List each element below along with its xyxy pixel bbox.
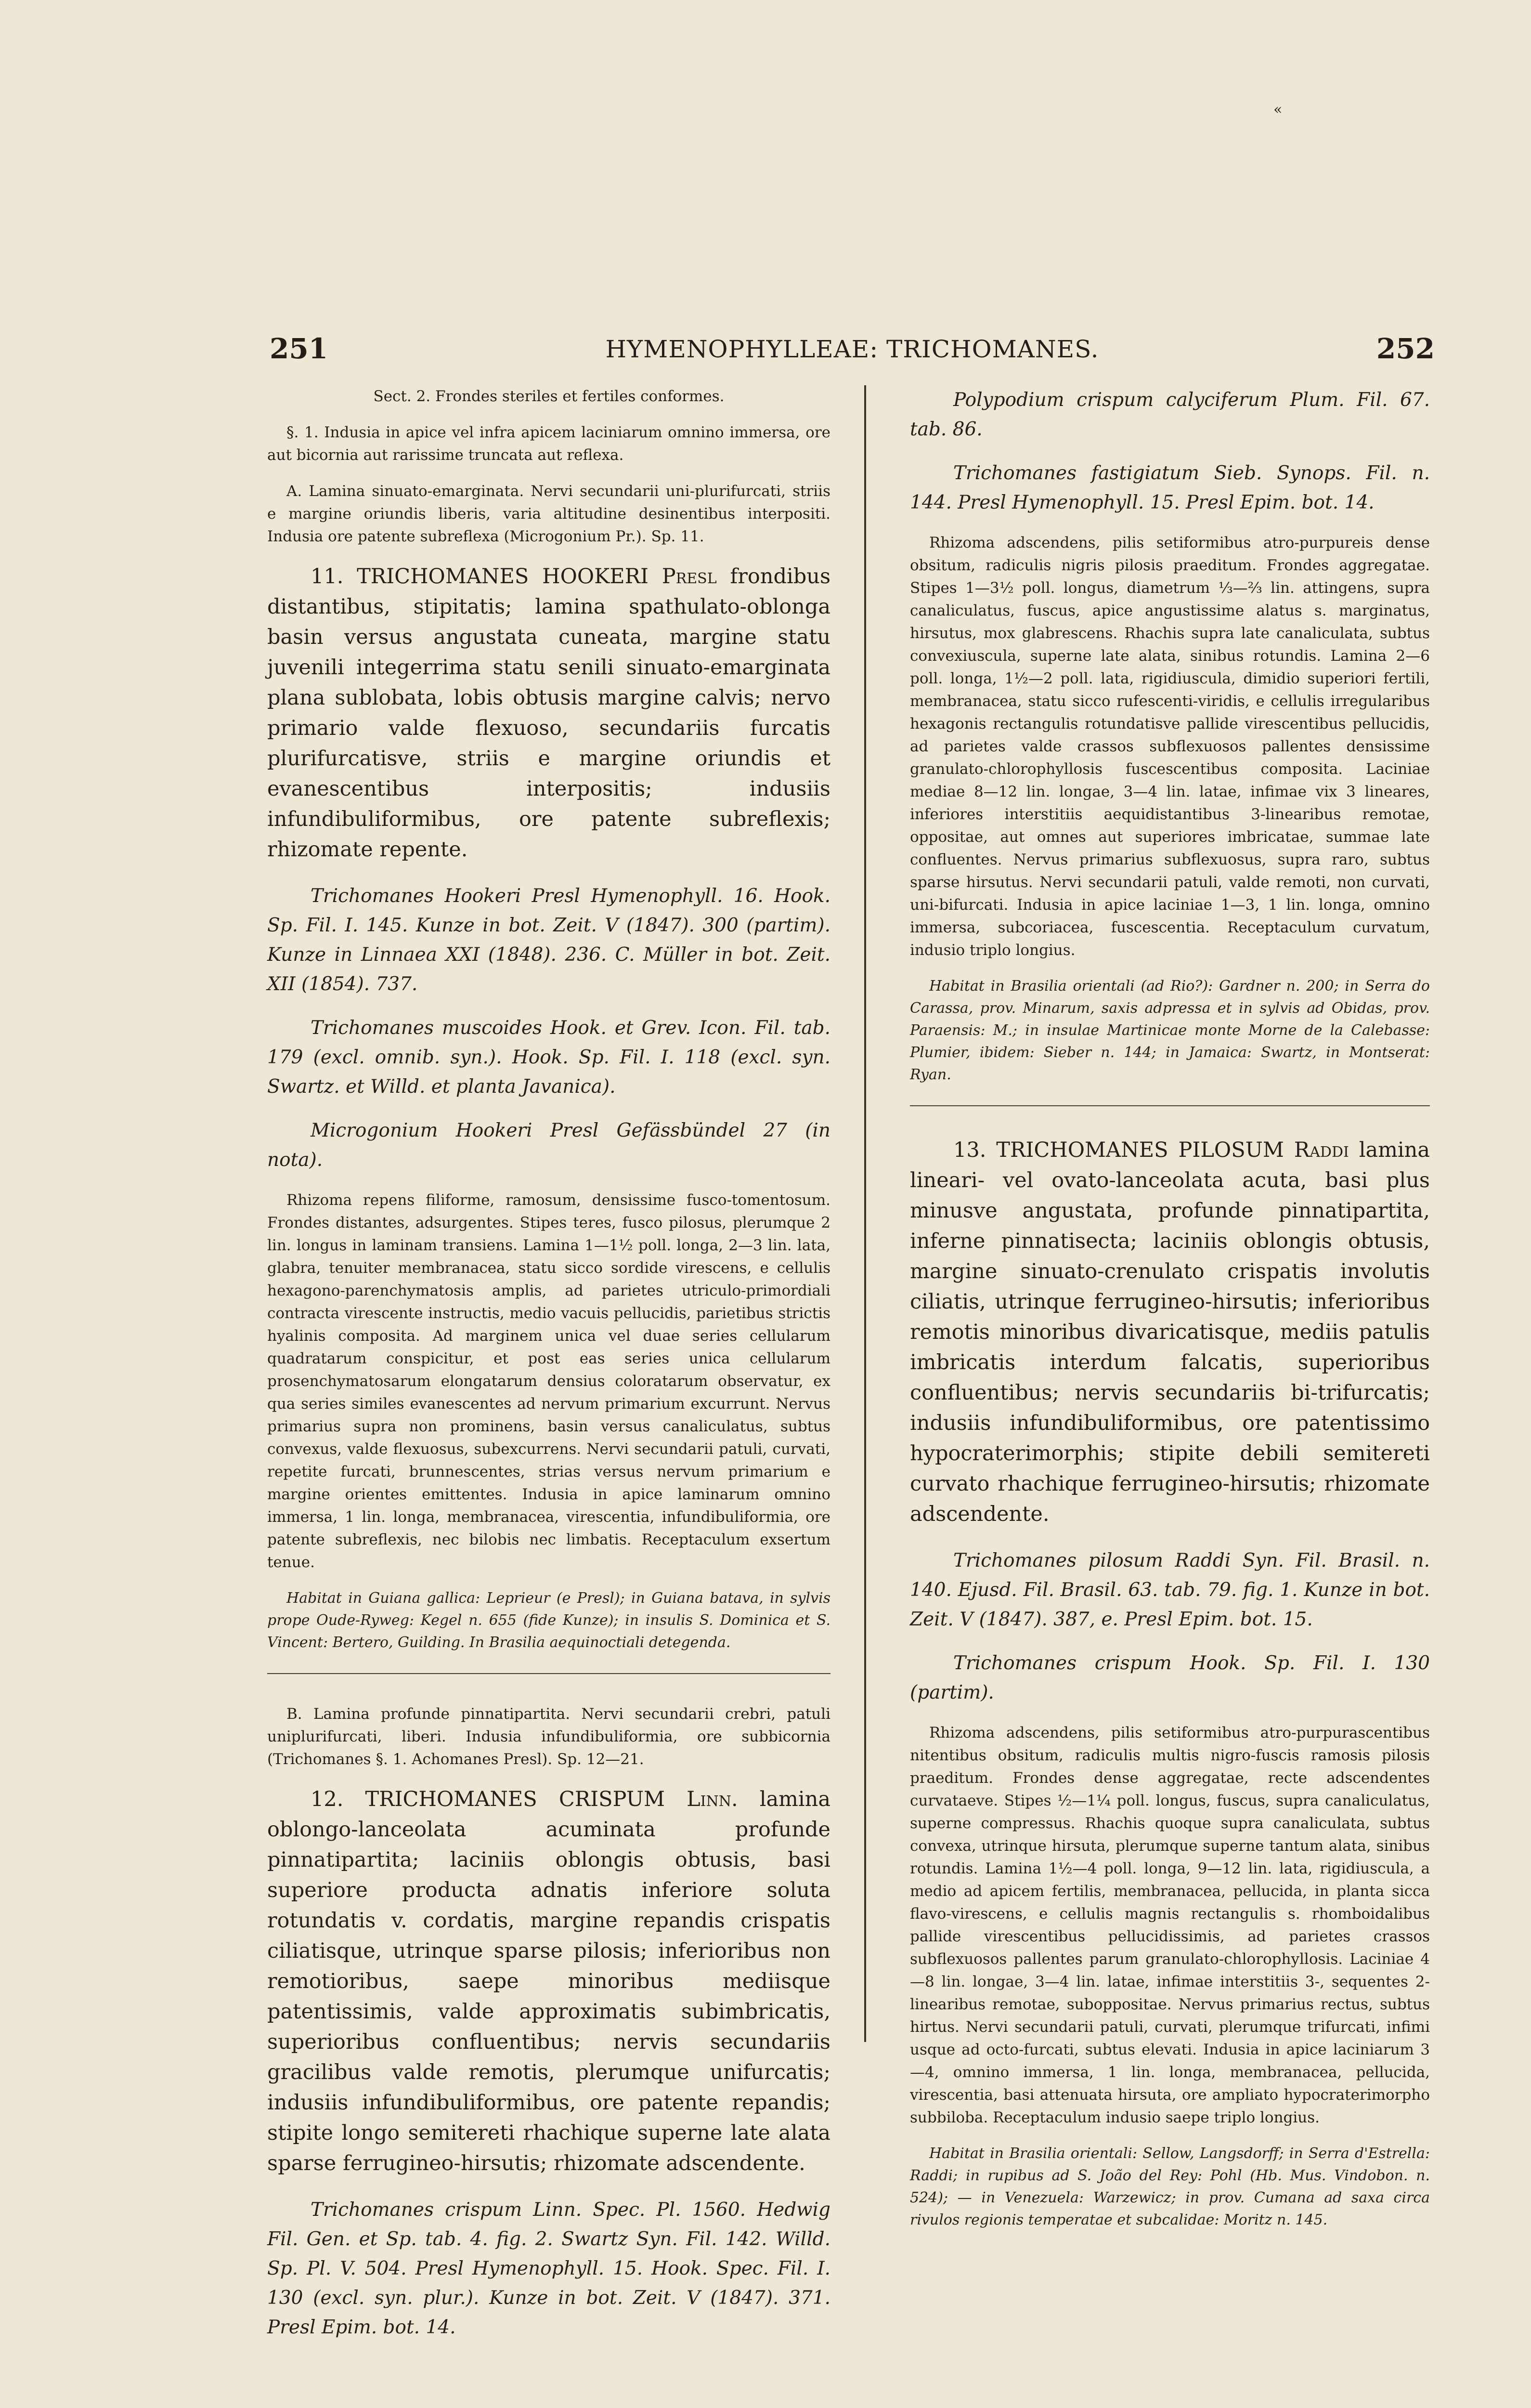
species-13-diagnosis	[910, 1135, 1430, 1530]
section-heading: Sect. 2. Frondes steriles et fertiles conformes.	[373, 388, 725, 405]
species-12-diagnosis	[267, 1784, 830, 2179]
species-11-diagnosis	[267, 562, 830, 865]
page-number-left: 251	[270, 332, 328, 365]
page-header	[270, 332, 1435, 371]
species-13-description: lamina lineari- vel ovato-lanceolata acuta, basi plus minusve angustata, profunde pinnatipartita, inferne pinnatisecta; laciniis oblongis obtusis, margine sinuato-crenulato crispatis involutis ciliatis, utrinque ferrugineo-hirsutis; inferioribus remotis minoribus divaricatisque, mediis patulis imbricatis interdum falcatis, superioribus confluentibus; nervis secundariis bi-trifurcatis; indusiis infundibuliformibus, ore patentissimo hypocraterimorphis; stipite debili semitereti curvato rhachique ferrugineo-hirsutis; rhizomate adscendente.	[910, 1138, 1430, 1526]
divider	[910, 1105, 1430, 1106]
species-12-synonym-2: Polypodium crispum calyciferum Plum. Fil. 67. tab. 86.	[910, 389, 1430, 440]
species-12-synonym-3: Trichomanes fastigiatum Sieb. Synops. Fil. n. 144. Presl Hymenophyll. 15. Presl Epim. bot. 14.	[910, 462, 1430, 513]
running-head: HYMENOPHYLLEAE: TRICHOMANES.	[605, 335, 1099, 363]
species-11-title: 11. TRICHOMANES HOOKERI	[311, 564, 649, 589]
species-13-synonym-2: Trichomanes crispum Hook. Sp. Fil. I. 130 (partim).	[910, 1652, 1430, 1703]
divider	[267, 1673, 830, 1674]
species-11-description-long: Rhizoma repens filiforme, ramosum, densissime fusco-tomentosum. Frondes distantes, adsurgentes. Stipes teres, fusco pilosus, plerumque 2 lin. longus in laminam transiens. Lamina 1—1½ poll. longa, 2—3 lin. lata, glabra, tenuiter membranacea, statu sicco sordide virescens, e cellulis hexagono-parenchymatosis amplis, ad parietes utriculo-primordiali contracta virescente instructis, medio vacuis pellucidis, parietibus strictis hyalinis composita. Ad marginem unica vel duae series cellularum quadratarum conspicitur, et post eas series unica cellularum prosenchymatosarum elongatarum densius coloratarum observatur, ex qua series similes evanescentes ad nervum primarium excurrunt. Nervus primarius supra non prominens, basin versus canaliculatus, subtus convexus, valde flexuosus, subexcurrens. Nervi secundarii patuli, curvati, repetite furcati, brunnescentes, strias versus nervum primarium e margine orientes emittentes. Indusia in apice laminarum omnino immersa, 1 lin. longa, membranacea, virescentia, infundibuliformia, ore patente subreflexis, nec bilobis nec limbatis. Receptaculum exsertum tenue.	[267, 1191, 830, 1571]
right-column	[910, 385, 1430, 2251]
species-11-habitat: Habitat in Guiana gallica: Leprieur (e Presl); in Guiana batava, in sylvis prope Oude-Ryweg: Kegel n. 655 (fide Kunze); in insulis S. Dominica et S. Vincent: Bertero, Guilding. In Brasilia aequinoctiali detegenda.	[267, 1590, 830, 1651]
species-12-description: lamina oblongo-lanceolata acuminata profunde pinnatipartita; laciniis oblongis obtusis, basi superiore producta adnatis inferiore soluta rotundatis v. cordatis, margine repandis crispatis ciliatisque, utrinque sparse pilosis; inferioribus non remotioribus, saepe minoribus mediisque patentissimis, valde approximatis subimbricatis, superioribus confluentibus; nervis secundariis gracilibus valde remotis, plerumque unifurcatis; indusiis infundibuliformibus, ore patente repandis; stipite longo semitereti rhachique superne late alata sparse ferrugineo-hirsutis; rhizomate adscendente.	[267, 1787, 830, 2175]
species-12-habitat: Habitat in Brasilia orientali (ad Rio?): Gardner n. 200; in Serra do Carassa, prov. Minarum, saxis adpressa et in sylvis ad Obidas, prov. Paraensis: M.; in insulae Martinicae monte Morne de la Calebasse: Plumier, ibidem: Sieber n. 144; in Jamaica: Swartz, in Montserat: Ryan.	[910, 978, 1430, 1083]
top-mark: «	[1273, 101, 1283, 118]
left-column	[267, 385, 830, 2356]
species-13-author: Raddi	[1294, 1138, 1349, 1162]
species-11-synonym-1: Trichomanes Hookeri Presl Hymenophyll. 16. Hook. Sp. Fil. I. 145. Kunze in bot. Zeit. V (1847). 300 (partim). Kunze in Linnaea XXI (1848). 236. C. Müller in bot. Zeit. XII (1854). 737.	[267, 885, 830, 995]
species-13-description-long: Rhizoma adscendens, pilis setiformibus atro-purpurascentibus nitentibus obsitum, radiculis multis nigro-fuscis ramosis pilosis praeditum. Frondes dense aggregatae, recte adscendentes curvataeve. Stipes ½—1¼ poll. longus, fuscus, supra canaliculatus, superne compressus. Rhachis quoque supra canaliculata, subtus convexa, utrinque hirsuta, plerumque superne tantum alata, sinibus rotundis. Lamina 1½—4 poll. longa, 9—12 lin. lata, rigidiuscula, a medio ad apicem fertilis, membranacea, pellucida, in planta sicca flavo-virescens, e cellulis magnis rectangulis s. rhomboidalibus pallide virescentibus pellucidissimis, ad parietes crassos subflexuosos pallentes parum granulato-chlorophyllosis. Laciniae 4—8 lin. longae, 3—4 lin. latae, infimae interstitiis 3-, sequentes 2-linearibus remotae, suboppositae. Nervus primarius rectus, subtus hirtus. Nervi secundarii patuli, curvati, plerumque trifurcati, infimi usque ad octo-furcati, subtus elevati. Indusia in apice laciniarum 3—4, omnino immersa, 1 lin. longa, membranacea, pellucida, virescentia, basi attenuata hirsuta, ore ampliato hypocraterimorpho subbiloba. Receptaculum indusio saepe triplo longius.	[910, 1724, 1430, 2126]
species-12-title: 12. TRICHOMANES CRISPUM	[311, 1787, 665, 1811]
species-13-title: 13. TRICHOMANES PILOSUM	[953, 1138, 1284, 1162]
division-b: B. Lamina profunde pinnatipartita. Nervi secundarii crebri, patuli uniplurifurcati, liberi. Indusia infundibuliformia, ore subbicornia (Trichomanes §. 1. Achomanes Presl). Sp. 12—21.	[267, 1705, 830, 1768]
species-13-synonym-1: Trichomanes pilosum Raddi Syn. Fil. Brasil. n. 140. Ejusd. Fil. Brasil. 63. tab. 79. fig. 1. Kunze in bot. Zeit. V (1847). 387, e. Presl Epim. bot. 15.	[910, 1550, 1430, 1630]
species-11-description: frondibus distantibus, stipitatis; lamina spathulato-oblonga basin versus angustata cuneata, margine statu juvenili integerrima statu senili sinuato-emarginata plana sublobata, lobis obtusis margine calvis; nervo primario valde flexuoso, secundariis furcatis plurifurcatisve, striis e margine oriundis et evanescentibus interpositis; indusiis infundibuliformibus, ore patente subreflexis; rhizomate repente.	[267, 564, 831, 862]
division-a: A. Lamina sinuato-emarginata. Nervi secundarii uni-plurifurcati, striis e margine oriundis liberis, varia altitudine desinentibus interpositi. Indusia ore patente subreflexa (Microgonium Pr.). Sp. 11.	[267, 483, 830, 545]
column-rule	[864, 385, 866, 2042]
page-number-right: 252	[1376, 332, 1435, 365]
species-12-author: Linn.	[687, 1787, 738, 1811]
species-11-synonym-3: Microgonium Hookeri Presl Gefässbündel 27 (in nota).	[267, 1120, 830, 1171]
species-11-author: Presl	[662, 564, 717, 589]
species-12-synonym-1: Trichomanes crispum Linn. Spec. Pl. 1560. Hedwig Fil. Gen. et Sp. tab. 4. fig. 2. Swartz Syn. Fil. 142. Willd. Sp. Pl. V. 504. Presl Hymenophyll. 15. Hook. Spec. Fil. I. 130 (excl. syn. plur.). Kunze in bot. Zeit. V (1847). 371. Presl Epim. bot. 14.	[267, 2199, 830, 2338]
species-12-description-long: Rhizoma adscendens, pilis setiformibus atro-purpureis dense obsitum, radiculis nigris pilosis praeditum. Frondes aggregatae. Stipes 1—3½ poll. longus, diametrum ⅓—⅔ lin. attingens, supra canaliculatus, fuscus, apice angustissime alatus s. marginatus, hirsutus, mox glabrescens. Rhachis supra late canaliculata, subtus convexiuscula, superne late alata, sinibus rotundis. Lamina 2—6 poll. longa, 1½—2 poll. lata, rigidiuscula, dimidio superiori fertili, membranacea, statu sicco rufescenti-viridis, e cellulis irregularibus hexagonis rectangulis rotundatisve pallide virescentibus pellucidis, ad parietes valde crassos subflexuosos pallentes densissime granulato-chlorophyllosis fuscescentibus composita. Laciniae mediae 8—12 lin. longae, 3—4 lin. latae, infimae vix 3 lineares, inferiores interstitiis aequidistantibus 3-linearibus remotae, oppositae, aut omnes aut superiores imbricatae, summae late confluentes. Nervus primarius subflexuosus, supra raro, subtus sparse hirsutus. Nervi secundarii patuli, valde remoti, non curvati, uni-bifurcati. Indusia in apice laciniae 1—3, 1 lin. longa, omnino immersa, subcoriacea, fuscescentia. Receptaculum curvatum, indusio triplo longius.	[910, 534, 1430, 959]
species-11-synonym-2: Trichomanes muscoides Hook. et Grev. Icon. Fil. tab. 179 (excl. omnib. syn.). Hook. Sp. Fil. I. 118 (excl. syn. Swartz. et Willd. et planta Javanica).	[267, 1017, 830, 1098]
paragraph-indusia: §. 1. Indusia in apice vel infra apicem laciniarum omnino immersa, ore aut bicornia aut rarissime truncata aut reflexa.	[267, 424, 830, 464]
species-13-habitat: Habitat in Brasilia orientali: Sellow, Langsdorff; in Serra d'Estrella: Raddi; in rupibus ad S. João del Rey: Pohl (Hb. Mus. Vindobon. n. 524); — in Venezuela: Warzewicz; in prov. Cumana ad saxa circa rivulos regionis temperatae et subcalidae: Moritz n. 145.	[910, 2145, 1430, 2228]
